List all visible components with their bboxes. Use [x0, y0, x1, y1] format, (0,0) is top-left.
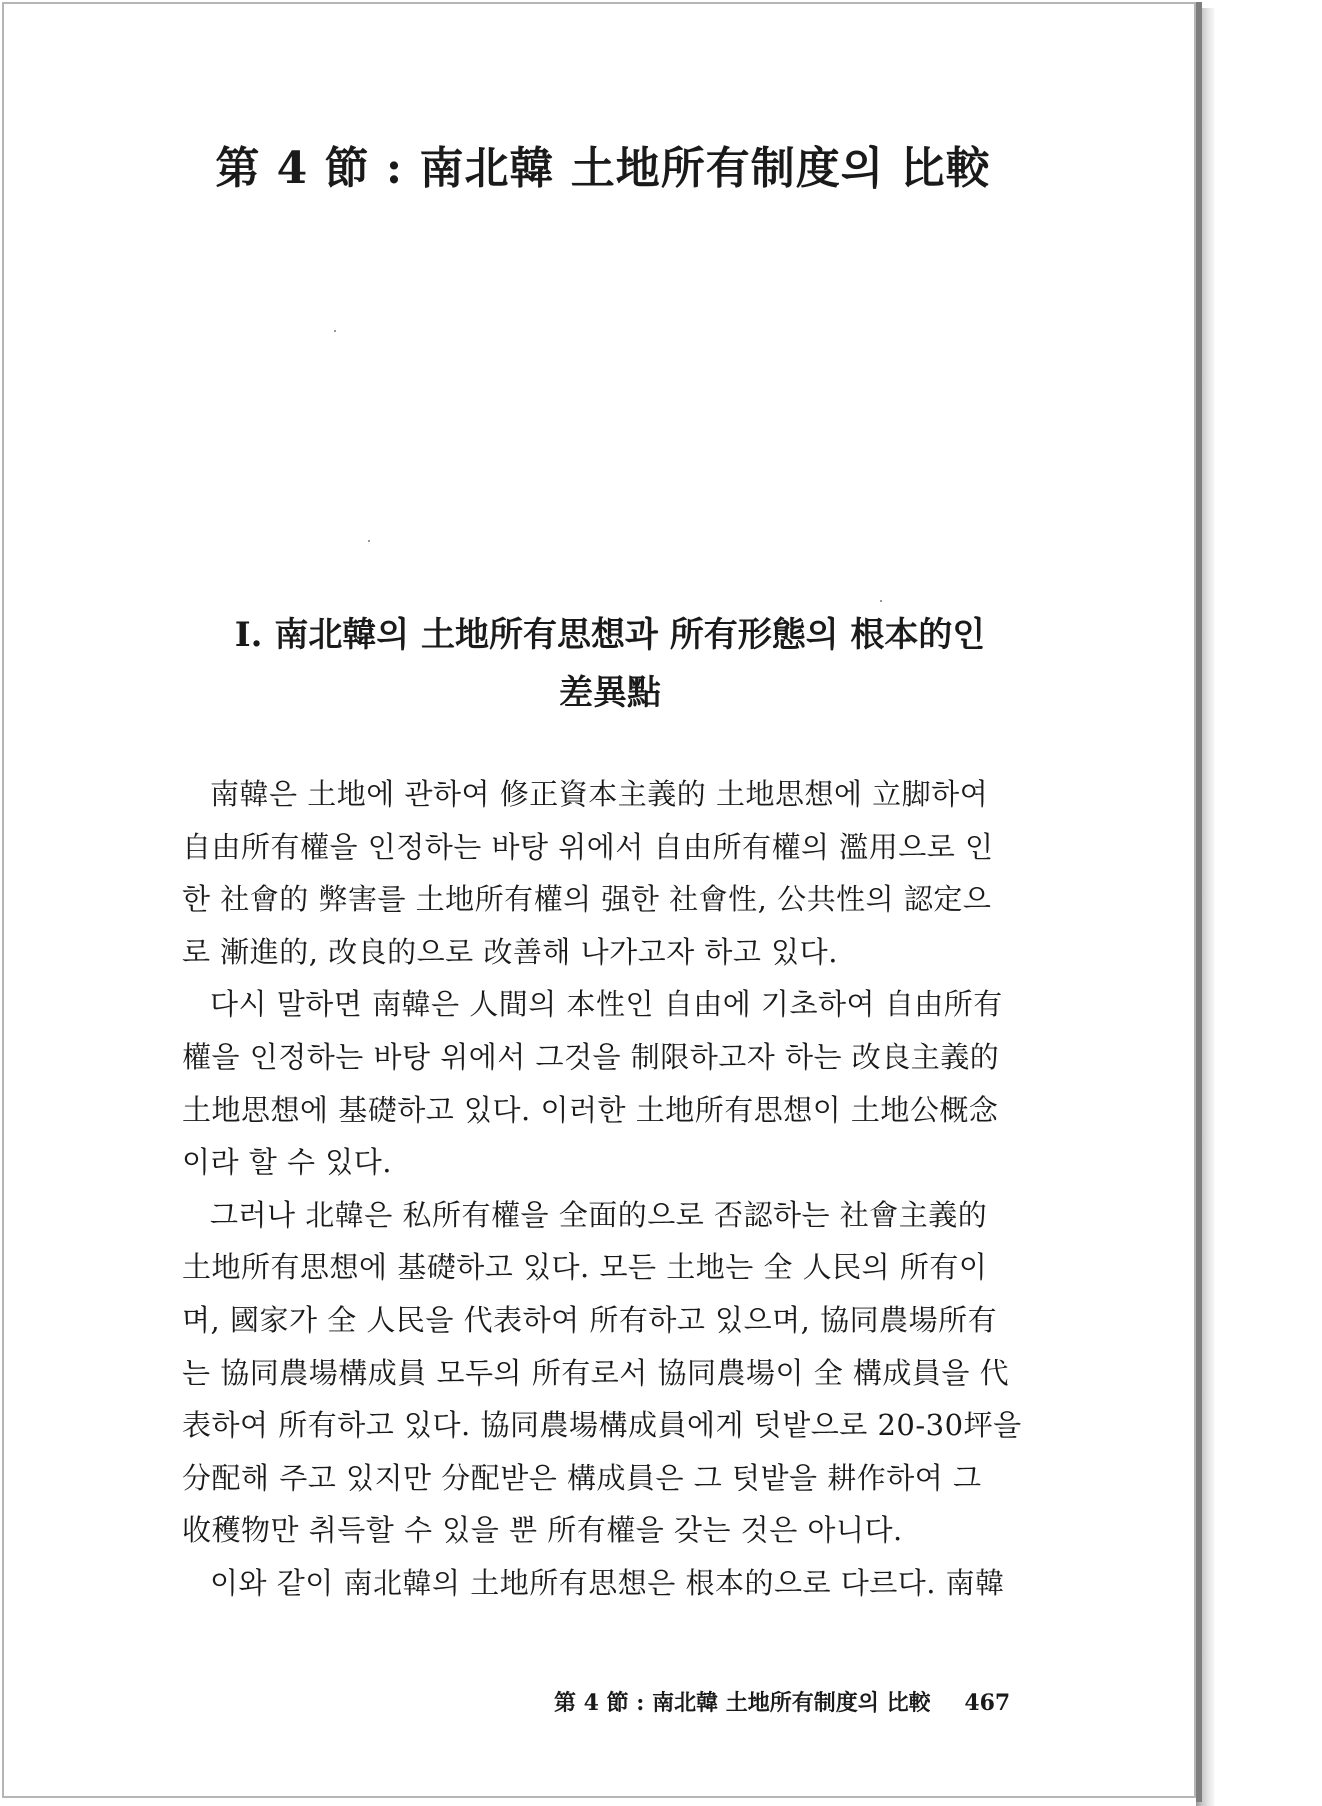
body-line: 權을 인정하는 바탕 위에서 그것을 制限하고자 하는 改良主義的	[182, 1039, 1000, 1074]
body-line: 는 協同農場構成員 모두의 所有로서 協同農場이 全 構成員을 代	[182, 1355, 1010, 1390]
running-footer-title: 第 4 節 : 南北韓 土地所有制度의 比較	[554, 1690, 931, 1716]
subsection-title-line-1: Ⅰ. 南北韓의 土地所有思想과 所有形態의 根本的인	[234, 615, 986, 655]
body-line: 收穫物만 취득할 수 있을 뿐 所有權을 갖는 것은 아니다.	[182, 1513, 903, 1548]
body-line: 土地所有思想에 基礎하고 있다. 모든 土地는 全 人民의 所有이	[182, 1250, 988, 1285]
body-line: 다시 말하면 南韓은 人間의 本性인 自由에 기초하여 自由所有	[210, 987, 1003, 1022]
page-number: 467	[964, 1690, 1011, 1716]
page-edge-line	[1196, 2, 1202, 1802]
body-line: 南韓은 土地에 관하여 修正資本主義的 土地思想에 立脚하여	[210, 777, 989, 811]
body-line: 土地思想에 基礎하고 있다. 이러한 土地所有思想이 土地公概念	[182, 1092, 999, 1127]
body-line: 自由所有權을 인정하는 바탕 위에서 自由所有權의 濫用으로 인	[182, 829, 994, 864]
body-line: 며, 國家가 全 人民을 代表하여 所有하고 있으며, 協同農場所有	[182, 1302, 998, 1337]
body-line: 表하여 所有하고 있다. 協同農場構成員에게 텃밭으로 20-30坪을	[182, 1408, 1022, 1443]
scan-speck	[368, 540, 370, 542]
subsection-title	[180, 606, 1040, 722]
body-line: 로 漸進的, 改良的으로 改善해 나가고자 하고 있다.	[182, 934, 838, 969]
scan-speck	[334, 330, 336, 332]
section-title: 第 4 節 : 南北韓 土地所有制度의 比較	[215, 143, 991, 194]
scan-speck	[880, 600, 882, 602]
body-text	[182, 768, 1034, 1610]
body-line: 이와 같이 南北韓의 土地所有思想은 根本的으로 다르다. 南韓	[210, 1565, 1005, 1600]
running-footer	[554, 1686, 1010, 1717]
body-line: 이라 할 수 있다.	[182, 1145, 392, 1180]
body-line: 한 社會的 弊害를 土地所有權의 强한 社會性, 公共性의 認定으	[182, 882, 992, 917]
body-line: 그러나 北韓은 私所有權을 全面的으로 否認하는 社會主義的	[210, 1197, 988, 1232]
body-line: 分配해 주고 있지만 分配받은 構成員은 그 텃밭을 耕作하여 그	[182, 1460, 982, 1495]
subsection-title-line-2: 差異點	[559, 673, 661, 713]
